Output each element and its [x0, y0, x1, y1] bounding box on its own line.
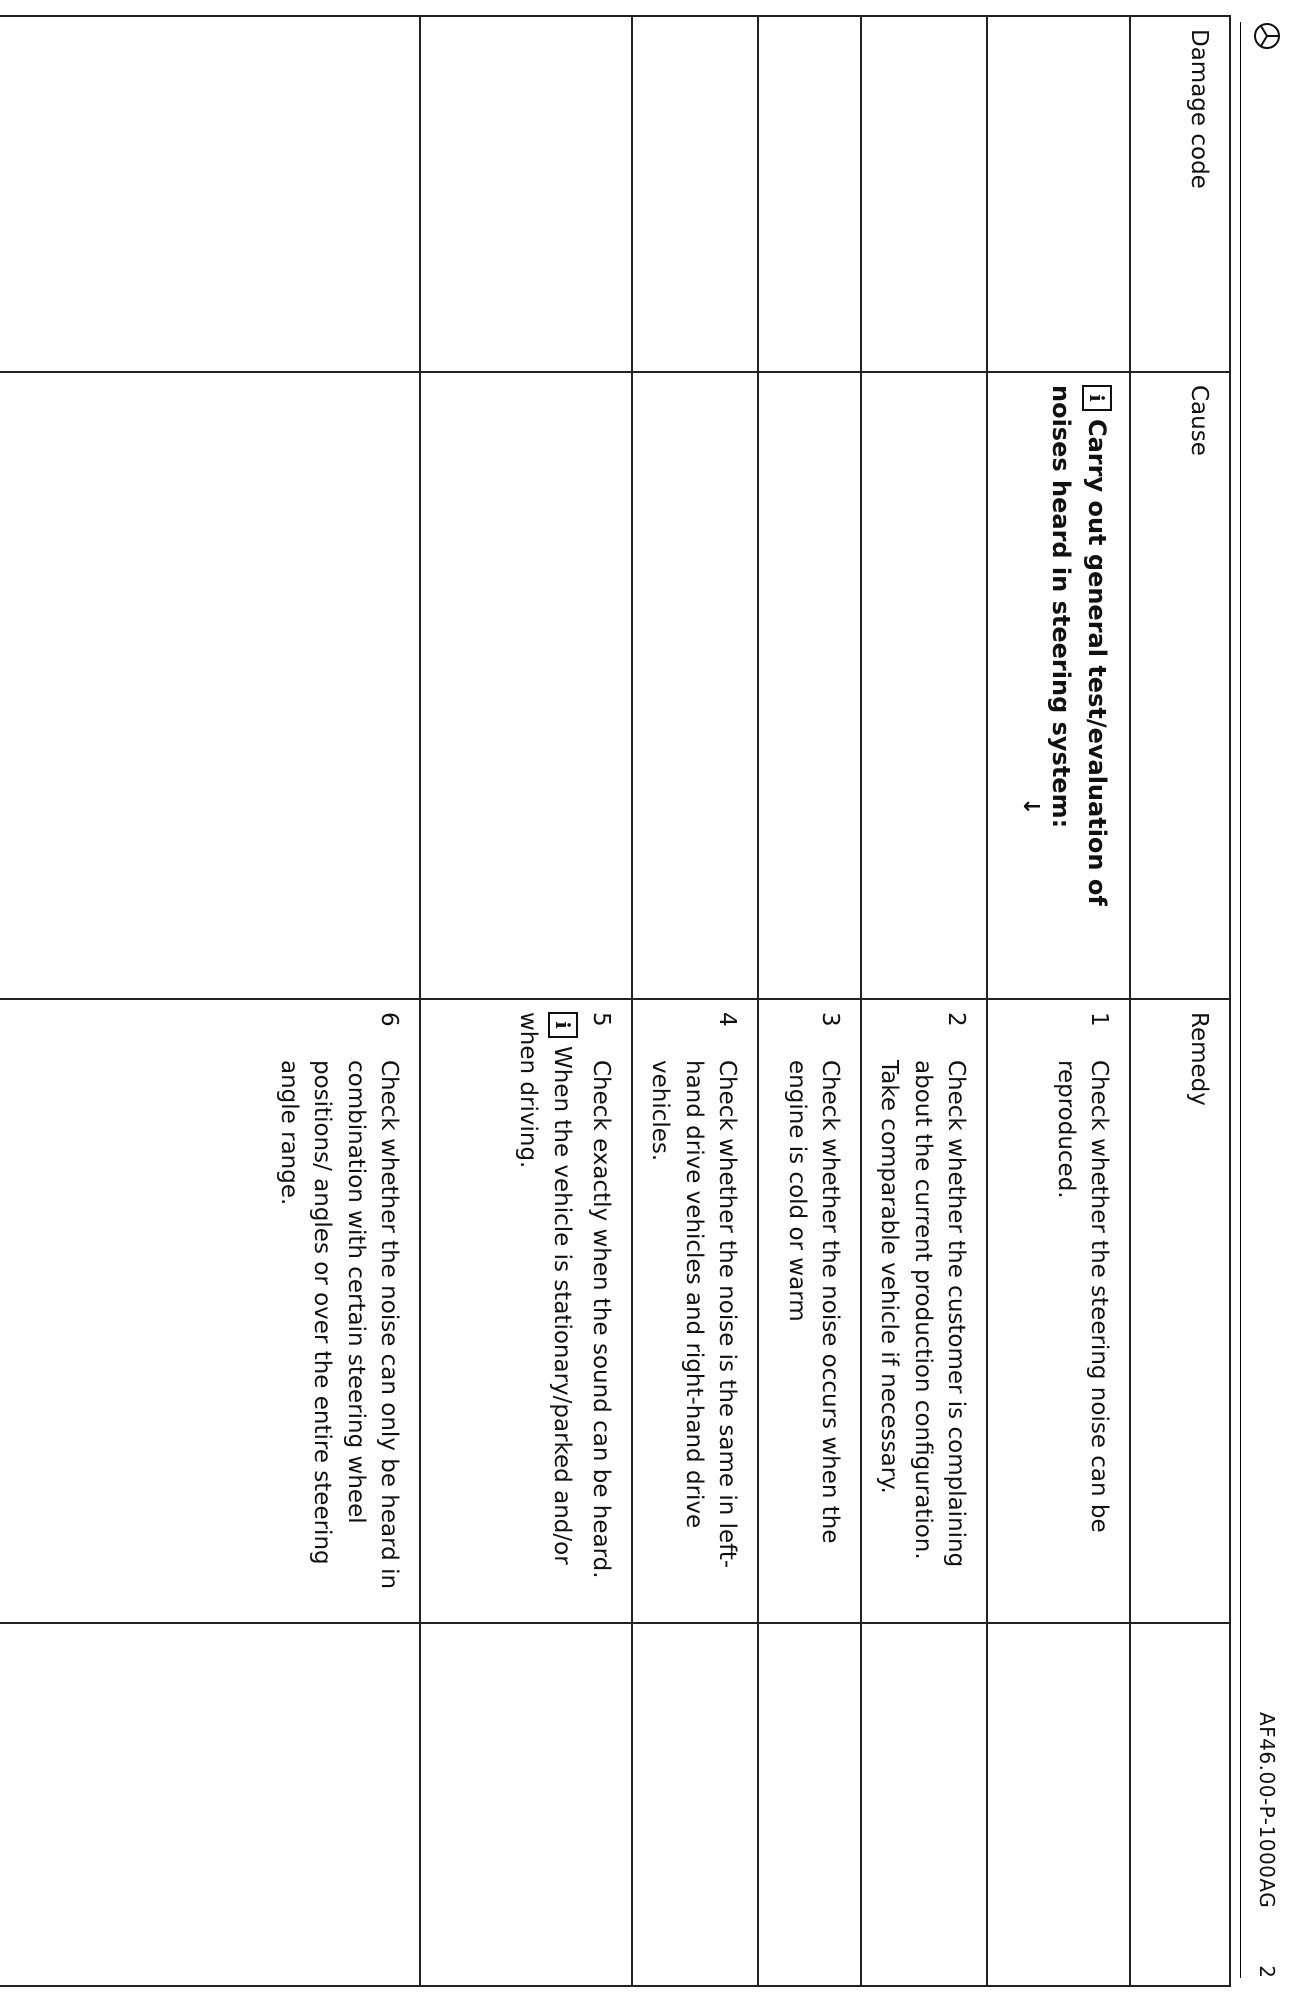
table-row [632, 16, 758, 1986]
step-text: Check whether the noise is the same in left-hand drive vehicles and right-hand drive vehicles. [647, 1060, 740, 1569]
list-item [872, 1012, 972, 1610]
step-text: Check whether the steering noise can be reproduced. [1052, 1060, 1112, 1533]
column-header-remedy: Remedy [1130, 999, 1230, 1623]
page-number: 2 [1255, 1965, 1279, 1978]
table-header-row [1130, 16, 1230, 1986]
step-text: Check whether the customer is complaining about the current production configuration. Take comparable vehicle if necessary. [876, 1060, 969, 1568]
table-cell [861, 16, 987, 372]
table-cell [420, 1623, 632, 1986]
cause-text-block [1017, 385, 1115, 986]
table-cell [0, 16, 420, 372]
cause-cell [987, 372, 1130, 999]
document-code: AF46.00-P-1000AG [1255, 1712, 1279, 1909]
info-icon: i [1082, 385, 1112, 411]
remedy-cell [0, 999, 420, 1623]
step-text: Check whether the noise can only be heard in combination with certain steering wheel positions/ angles or over the entire steering angle range. [275, 1060, 402, 1590]
table-row [758, 16, 861, 1986]
step-number: 3 [816, 1012, 843, 1027]
arrow-down-icon: ↓ [1018, 797, 1043, 816]
table-cell [0, 1623, 420, 1986]
list-item [779, 1012, 846, 1610]
table-cell [632, 1623, 758, 1986]
diagnosis-table [0, 15, 1231, 1987]
table-row [420, 16, 632, 1986]
step-number: 1 [1086, 1012, 1112, 1027]
table-cell [758, 372, 861, 999]
column-header-damage-code: Damage code [1130, 16, 1230, 372]
step-number: 5 [587, 1012, 614, 1027]
step-number: 2 [943, 1012, 969, 1027]
note-text: When the vehicle is stationary/parked and/or when driving. [515, 1012, 575, 1565]
table-cell [632, 16, 758, 372]
table-cell [758, 1623, 861, 1986]
table-cell [1130, 1623, 1230, 1986]
table-cell [758, 16, 861, 372]
table-row [861, 16, 987, 1986]
mercedes-star-icon [1253, 22, 1281, 50]
remedy-cell [632, 999, 758, 1623]
step-text: Check exactly when the sound can be heard. [587, 1060, 614, 1579]
step-text: Check whether the noise occurs when the engine is cold or warm [783, 1060, 843, 1544]
info-note [511, 1012, 578, 1610]
step-number: 4 [713, 1012, 740, 1027]
remedy-cell [861, 999, 987, 1623]
table-cell [987, 16, 1130, 372]
remedy-cell [420, 999, 632, 1623]
table-row [0, 16, 420, 1986]
table-cell [420, 372, 632, 999]
list-item [643, 1012, 743, 1610]
table-cell [632, 372, 758, 999]
table-cell [987, 1623, 1130, 1986]
cause-text: Carry out general test/evaluation of noises heard in steering system: [1047, 385, 1111, 906]
table-cell [861, 1623, 987, 1986]
remedy-cell [758, 999, 861, 1623]
table-row [987, 16, 1130, 1986]
step-number: 6 [375, 1012, 402, 1027]
table-cell [420, 16, 632, 372]
table-cell [861, 372, 987, 999]
remedy-cell [987, 999, 1130, 1623]
table-cell [0, 372, 420, 999]
list-item [584, 1012, 617, 1610]
column-header-cause: Cause [1130, 372, 1230, 999]
page-header [1240, 22, 1281, 1978]
list-item [272, 1012, 405, 1610]
info-icon: i [548, 1012, 578, 1038]
list-item [1048, 1012, 1115, 1610]
